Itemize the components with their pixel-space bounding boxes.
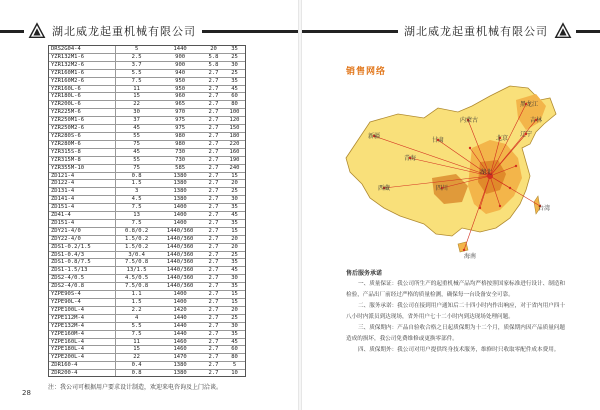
spec-cell: 2.7: [203, 77, 224, 85]
spec-cell: 2.7: [203, 259, 224, 267]
spec-cell: 4: [116, 314, 158, 322]
spec-cell: 2.7: [203, 370, 224, 377]
spec-cell: 2.7: [203, 283, 224, 291]
model-cell: YZR250M1-6: [49, 117, 116, 125]
spec-cell: 25: [224, 188, 245, 196]
spec-cell: 15: [224, 291, 245, 299]
spec-cell: 75: [116, 140, 158, 148]
spec-cell: 55: [116, 132, 158, 140]
table-row: [49, 275, 245, 283]
model-cell: YZR280S-6: [49, 132, 116, 140]
spec-cell: 585: [157, 164, 203, 172]
spec-cell: 7.5/0.8: [116, 259, 158, 267]
company-logo-icon: [28, 22, 46, 40]
spec-cell: 980: [157, 132, 203, 140]
spec-cell: 1440: [157, 330, 203, 338]
spec-cell: 45: [224, 212, 245, 220]
spec-cell: 900: [157, 61, 203, 69]
table-row: [49, 299, 245, 307]
model-cell: ZDS2-4/0.8: [49, 283, 116, 291]
left-page: [0, 0, 298, 410]
spec-cell: 0.8: [116, 370, 158, 377]
table-row: [49, 314, 245, 322]
spec-cell: 1440: [157, 314, 203, 322]
spec-cell: 35: [224, 330, 245, 338]
spec-cell: 1.5/0.2: [116, 235, 158, 243]
spec-cell: 2.7: [203, 109, 224, 117]
model-cell: ZDY22-4/0: [49, 235, 116, 243]
model-cell: YZR280M-6: [49, 140, 116, 148]
spec-cell: 1380: [157, 196, 203, 204]
model-cell: YZPE200L-4: [49, 354, 116, 362]
spec-cell: 60: [224, 346, 245, 354]
spec-cell: 30: [224, 61, 245, 69]
spec-cell: 2.7: [203, 180, 224, 188]
model-cell: ZDS1-0.4/3: [49, 251, 116, 259]
table-row: [49, 132, 245, 140]
sales-point-marker: [469, 147, 471, 149]
spec-cell: 45: [116, 125, 158, 133]
table-row: [49, 164, 245, 172]
spec-cell: 1380: [157, 362, 203, 370]
table-row: [49, 330, 245, 338]
spec-cell: 1440: [157, 46, 203, 53]
model-cell: YZR180L-6: [49, 93, 116, 101]
header-rule: [302, 30, 398, 33]
city-label: 新疆: [368, 133, 381, 140]
spec-cell: 240: [224, 164, 245, 172]
spec-cell: 2.7: [203, 362, 224, 370]
spec-cell: 80: [224, 101, 245, 109]
table-row: [49, 46, 245, 53]
header-title: 湖北威龙起重机械有限公司: [404, 25, 548, 38]
spec-cell: 980: [157, 140, 203, 148]
spec-cell: 4.5: [116, 196, 158, 204]
spec-cell: 5.8: [203, 53, 224, 61]
spec-cell: 2.7: [203, 117, 224, 125]
spec-cell: 5.5: [116, 69, 158, 77]
header-rule: [202, 30, 298, 33]
spec-cell: 2.2: [116, 306, 158, 314]
spec-cell: 190: [224, 156, 245, 164]
spec-cell: 1440/360: [157, 259, 203, 267]
spec-cell: 2.7: [203, 227, 224, 235]
spec-cell: 5: [224, 362, 245, 370]
spec-cell: 1440/360: [157, 235, 203, 243]
table-row: [49, 109, 245, 117]
model-cell: YZR315M-8: [49, 156, 116, 164]
spec-cell: 1460: [157, 346, 203, 354]
model-cell: ZD151-4: [49, 219, 116, 227]
table-footnote: 注：我公司可根据用户要求设计制造，欢迎来电咨询及上门洽谈。: [48, 384, 223, 391]
table-row: [49, 354, 245, 362]
spec-cell: 2.7: [203, 172, 224, 180]
spec-cell: 30: [224, 196, 245, 204]
spec-cell: 35: [224, 283, 245, 291]
spec-cell: 45: [224, 267, 245, 275]
spec-cell: 1440/360: [157, 275, 203, 283]
service-paragraph: 一、质量保证：我公司所生产的起重机械产品均严格按照国家标准进行设计、制造和检验，产品出厂前经过严格的质量检测，确保每一台设备安全可靠。: [346, 281, 565, 298]
spec-cell: 1400: [157, 291, 203, 299]
spec-cell: 1.1: [116, 291, 158, 299]
spec-cell: 960: [157, 93, 203, 101]
table-row: [49, 156, 245, 164]
spec-cell: 20: [203, 46, 224, 53]
spec-cell: 2.7: [203, 101, 224, 109]
model-cell: YZR160M2-6: [49, 77, 116, 85]
table-row: [49, 362, 245, 370]
spec-cell: 15: [224, 299, 245, 307]
city-label: 西藏: [378, 185, 391, 192]
table-row: [49, 188, 245, 196]
service-heading: 售后服务承诺: [346, 270, 383, 277]
table-row: [49, 235, 245, 243]
page-number: 28: [22, 389, 31, 397]
spec-cell: 1.5: [116, 180, 158, 188]
header-title: 湖北威龙起重机械有限公司: [52, 25, 196, 38]
spec-cell: 1380: [157, 180, 203, 188]
table-row: [49, 251, 245, 259]
model-cell: ZD121-4: [49, 172, 116, 180]
spec-cell: 35: [224, 204, 245, 212]
model-cell: ZDR200-4: [49, 370, 116, 377]
spec-cell: 7.5: [116, 204, 158, 212]
motor-spec-table: [48, 45, 246, 377]
city-label: 内蒙古: [460, 117, 479, 124]
table-row: [49, 196, 245, 204]
spec-cell: 1400: [157, 204, 203, 212]
spec-cell: 1.5: [116, 299, 158, 307]
spec-cell: 1400: [157, 212, 203, 220]
spec-cell: 1440/360: [157, 267, 203, 275]
model-cell: YZR160M1-6: [49, 69, 116, 77]
spec-cell: 2.7: [203, 69, 224, 77]
model-cell: ZD122-4: [49, 180, 116, 188]
spec-cell: 7.5: [116, 330, 158, 338]
spec-cell: 1420: [157, 306, 203, 314]
spec-cell: 2.5: [116, 53, 158, 61]
spec-cell: 2.7: [203, 322, 224, 330]
spec-cell: 55: [116, 156, 158, 164]
table-row: [49, 77, 245, 85]
table-row: [49, 101, 245, 109]
table-row: [49, 322, 245, 330]
spec-cell: 30: [116, 109, 158, 117]
model-cell: YZR315S-8: [49, 148, 116, 156]
spec-cell: 2.7: [203, 235, 224, 243]
spec-cell: 1400: [157, 299, 203, 307]
city-label: 辽宁: [520, 131, 533, 138]
model-cell: ZDS1-1.5/13: [49, 267, 116, 275]
spec-cell: 2.7: [203, 346, 224, 354]
spec-cell: 11: [116, 338, 158, 346]
spec-cell: 15: [116, 93, 158, 101]
table-row: [49, 212, 245, 220]
spec-cell: 60: [224, 93, 245, 101]
spec-cell: 35: [224, 219, 245, 227]
spec-cell: 2.7: [203, 306, 224, 314]
spec-cell: 30: [224, 322, 245, 330]
spec-cell: 2.7: [203, 291, 224, 299]
table-row: [49, 148, 245, 156]
model-cell: ZD141-4: [49, 196, 116, 204]
model-cell: YZPE90S-4: [49, 291, 116, 299]
model-cell: YZPE180L-4: [49, 346, 116, 354]
spec-cell: 0.4: [116, 362, 158, 370]
model-cell: YZR132M1-6: [49, 53, 116, 61]
model-cell: DRS2G04-4: [49, 46, 116, 53]
spec-cell: 2.7: [203, 156, 224, 164]
spec-cell: 3.7: [116, 61, 158, 69]
spec-cell: 1440/360: [157, 283, 203, 291]
table-row: [49, 259, 245, 267]
spec-cell: 1440: [157, 322, 203, 330]
company-logo-icon: [554, 22, 572, 40]
spec-cell: 220: [224, 140, 245, 148]
spec-cell: 950: [157, 77, 203, 85]
spec-cell: 120: [224, 117, 245, 125]
spec-cell: 25: [224, 69, 245, 77]
spec-cell: 5: [116, 46, 158, 53]
spec-cell: 2.7: [203, 125, 224, 133]
model-cell: ZDS2-4/0.5: [49, 275, 116, 283]
table-row: [49, 53, 245, 61]
sales-point-marker: [509, 187, 511, 189]
spec-cell: 1440/360: [157, 251, 203, 259]
sales-point-marker: [463, 249, 465, 251]
spec-cell: 2.7: [203, 132, 224, 140]
city-label: 青海: [404, 155, 417, 162]
header-rule: [576, 30, 600, 33]
spec-cell: 80: [224, 354, 245, 362]
model-cell: YZR200L-6: [49, 101, 116, 109]
spec-cell: 25: [224, 251, 245, 259]
sales-network-title: 销售网络: [346, 67, 387, 77]
table-row: [49, 85, 245, 93]
city-label: 黑龙江: [520, 101, 539, 108]
table-row: [49, 117, 245, 125]
china-sales-map: [340, 78, 580, 268]
spec-cell: 2.7: [203, 164, 224, 172]
model-cell: YZR250M2-6: [49, 125, 116, 133]
table-row: [49, 370, 245, 377]
table-row: [49, 306, 245, 314]
table-row: [49, 267, 245, 275]
right-header: [302, 20, 600, 42]
spec-cell: 5.8: [203, 61, 224, 69]
model-cell: ZDS1-0.2/1.5: [49, 243, 116, 251]
spec-cell: 22: [116, 101, 158, 109]
spec-cell: 30: [224, 275, 245, 283]
spec-cell: 2.7: [203, 85, 224, 93]
model-cell: YZPE112M-4: [49, 314, 116, 322]
table-row: [49, 243, 245, 251]
spec-cell: 1.5/0.2: [116, 243, 158, 251]
spec-cell: 940: [157, 69, 203, 77]
spec-cell: 5.5: [116, 322, 158, 330]
spec-cell: 15: [224, 172, 245, 180]
spec-cell: 1400: [157, 219, 203, 227]
spec-cell: 975: [157, 117, 203, 125]
spec-cell: 22: [116, 354, 158, 362]
spec-cell: 7.5: [116, 219, 158, 227]
model-cell: ZDY21-4/0: [49, 227, 116, 235]
spec-cell: 2.7: [203, 338, 224, 346]
table-row: [49, 204, 245, 212]
spec-cell: 75: [116, 164, 158, 172]
left-header: [0, 20, 298, 42]
city-label: 海南: [464, 253, 477, 260]
spec-cell: 35: [224, 46, 245, 53]
spec-cell: 2.7: [203, 243, 224, 251]
spec-cell: 2.7: [203, 251, 224, 259]
spec-cell: 13: [116, 212, 158, 220]
model-cell: YZR132M2-6: [49, 61, 116, 69]
model-cell: YZR355M-10: [49, 164, 116, 172]
spec-cell: 20: [224, 243, 245, 251]
spec-cell: 2.7: [203, 188, 224, 196]
spec-cell: 2.7: [203, 299, 224, 307]
table-row: [49, 346, 245, 354]
spec-cell: 20: [224, 180, 245, 188]
spec-cell: 15: [116, 346, 158, 354]
spec-cell: 180: [224, 132, 245, 140]
spec-cell: 150: [224, 125, 245, 133]
spec-cell: 1380: [157, 188, 203, 196]
spec-cell: 2.7: [203, 219, 224, 227]
spec-cell: 2.7: [203, 212, 224, 220]
spec-cell: 950: [157, 85, 203, 93]
spec-cell: 2.7: [203, 354, 224, 362]
spec-cell: 2.7: [203, 314, 224, 322]
spec-cell: 4.5/0.5: [116, 275, 158, 283]
spec-cell: 730: [157, 148, 203, 156]
table-row: [49, 125, 245, 133]
spec-cell: 160: [224, 148, 245, 156]
spec-cell: 7.5: [116, 77, 158, 85]
spec-cell: 20: [224, 306, 245, 314]
spec-cell: 2.7: [203, 93, 224, 101]
table-row: [49, 227, 245, 235]
model-cell: ZDS1-0.8/7.5: [49, 259, 116, 267]
spec-cell: 1460: [157, 338, 203, 346]
table-row: [49, 338, 245, 346]
spec-cell: 3/0.4: [116, 251, 158, 259]
spec-cell: 0.8/0.2: [116, 227, 158, 235]
model-cell: YZPE90L-4: [49, 299, 116, 307]
spec-cell: 2.7: [203, 196, 224, 204]
spec-cell: 2.7: [203, 330, 224, 338]
spec-cell: 1470: [157, 354, 203, 362]
spec-cell: 965: [157, 101, 203, 109]
table-row: [49, 291, 245, 299]
spec-cell: 900: [157, 53, 203, 61]
city-label: 甘肃: [432, 137, 445, 144]
model-cell: YZR160L-6: [49, 85, 116, 93]
model-cell: YZPE100L-4: [49, 306, 116, 314]
model-cell: YZPE132M-4: [49, 322, 116, 330]
table-row: [49, 93, 245, 101]
service-paragraph: 四、质保期外：我公司对用户提供终身技术服务，维修时只收取零配件成本费用。: [358, 347, 560, 353]
table-row: [49, 180, 245, 188]
spec-cell: 970: [157, 109, 203, 117]
spec-cell: 45: [224, 338, 245, 346]
model-cell: ZD131-4: [49, 188, 116, 196]
spec-cell: 10: [224, 370, 245, 377]
spec-cell: 13/1.5: [116, 267, 158, 275]
city-label: 吉林: [530, 117, 543, 124]
spec-cell: 1380: [157, 172, 203, 180]
spec-cell: 7.5/0.8: [116, 283, 158, 291]
spec-cell: 25: [224, 53, 245, 61]
table-row: [49, 69, 245, 77]
spec-cell: 37: [116, 117, 158, 125]
table-row: [49, 140, 245, 148]
spec-cell: 2.7: [203, 204, 224, 212]
spec-cell: 20: [224, 235, 245, 243]
spec-cell: 45: [116, 148, 158, 156]
city-label: 北京: [496, 135, 509, 142]
header-rule: [0, 30, 24, 33]
spec-cell: 2.7: [203, 267, 224, 275]
model-cell: YZPE160M-4: [49, 330, 116, 338]
spec-cell: 35: [224, 77, 245, 85]
table-row: [49, 172, 245, 180]
table-row: [49, 219, 245, 227]
spec-cell: 15: [224, 227, 245, 235]
city-label: 四川: [436, 185, 449, 192]
sales-point-marker: [499, 205, 501, 207]
table-row: [49, 61, 245, 69]
spec-cell: 100: [224, 109, 245, 117]
spec-cell: 2.7: [203, 140, 224, 148]
sales-point-marker: [515, 165, 517, 167]
spec-cell: 1380: [157, 370, 203, 377]
spec-cell: 975: [157, 125, 203, 133]
model-cell: ZDR160-4: [49, 362, 116, 370]
spec-cell: 45: [224, 85, 245, 93]
model-cell: YZPE160L-4: [49, 338, 116, 346]
spec-cell: 2.7: [203, 148, 224, 156]
spec-cell: 2.7: [203, 275, 224, 283]
city-label: 台湾: [538, 205, 551, 212]
table-row: [49, 283, 245, 291]
spec-cell: 11: [116, 85, 158, 93]
spec-cell: 25: [224, 314, 245, 322]
spec-cell: 0.8: [116, 172, 158, 180]
model-cell: ZD41-4: [49, 212, 116, 220]
city-label: 湖北: [480, 169, 493, 176]
service-paragraph: 二、服务承诺：我公司在接到用户通知后二十四小时内作出响应，对于省内用户四十八小时内派员到达现场，省外用户七十二小时内到达现场处理问题。: [346, 303, 565, 320]
spec-cell: 1440/360: [157, 227, 203, 235]
spec-cell: 3: [116, 188, 158, 196]
spec-cell: 1440/360: [157, 243, 203, 251]
spec-cell: 730: [157, 156, 203, 164]
model-cell: YZR225M-6: [49, 109, 116, 117]
model-cell: ZD151-4: [49, 204, 116, 212]
service-paragraph: 三、质保期内：产品自验收合格之日起质保期为十二个月，质保期内因产品质量问题造成的损坏，我公司免费维修或更换零部件。: [346, 325, 565, 342]
after-sales-service: [346, 268, 568, 356]
sales-point-marker: [479, 207, 481, 209]
spec-cell: 35: [224, 259, 245, 267]
